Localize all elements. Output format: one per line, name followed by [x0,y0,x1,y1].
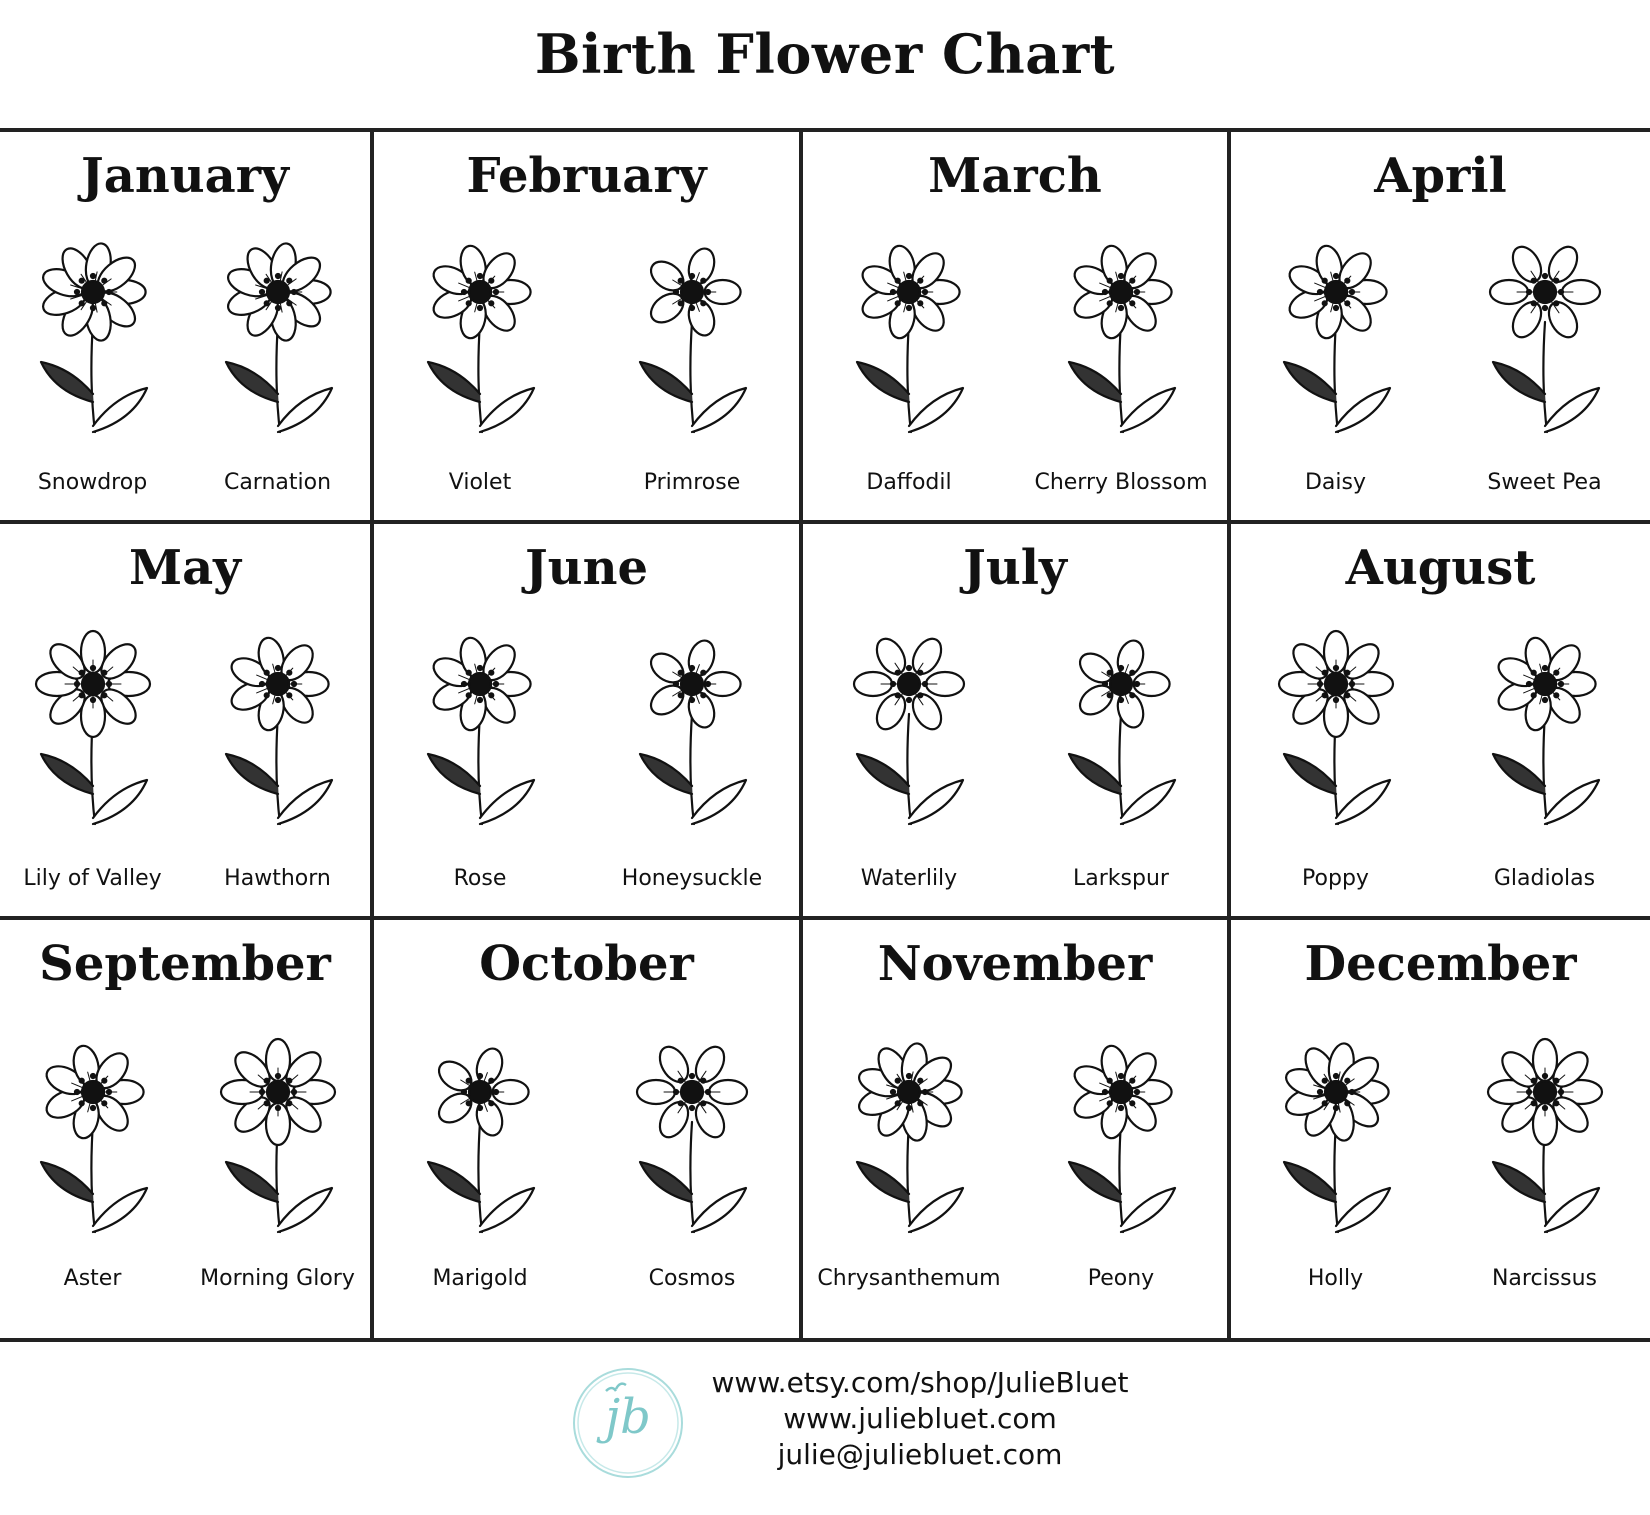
month-cell-january [0,128,370,520]
flower-label: Peony [1087,1266,1155,1291]
flower-label: Larkspur [1073,866,1169,891]
month-title: April [1374,148,1507,204]
page-title: Birth Flower Chart [534,22,1116,86]
daisy-icon [1256,202,1416,442]
cherry-blossom-icon [1041,202,1201,442]
cosmos-icon [612,1002,772,1242]
flower-label: Violet [448,470,512,495]
flower-label: Narcissus [1491,1266,1598,1291]
month-cell-august [1231,520,1650,916]
month-cell-june [374,520,799,916]
month-title: July [963,540,1067,596]
month-title: June [524,540,649,596]
month-cell-july [803,520,1227,916]
month-cell-september [0,916,370,1338]
poppy-icon [1256,594,1416,834]
flower-label: Daisy [1304,470,1366,495]
month-title: October [479,936,694,992]
flower-label: Sweet Pea [1487,470,1602,495]
holly-icon [1256,1002,1416,1242]
month-title: December [1304,936,1577,992]
flower-label: Hawthorn [224,866,331,891]
daffodil-icon [829,202,989,442]
month-title: September [39,936,331,992]
waterlily-icon [829,594,989,834]
month-title: March [928,148,1102,204]
gladiolas-icon [1465,594,1625,834]
month-cell-march [803,128,1227,520]
flower-label: Rose [453,866,507,891]
month-cell-december [1231,916,1650,1338]
footer [0,1355,1650,1505]
sweet-pea-icon [1465,202,1625,442]
month-title: February [466,148,707,204]
month-title: November [877,936,1153,992]
flower-label: Cosmos [648,1266,736,1291]
snowdrop-icon [13,202,173,442]
grid-line [0,1338,1650,1342]
flower-label: Daffodil [866,470,952,495]
hawthorn-icon [198,594,358,834]
flower-label: Gladiolas [1493,866,1596,891]
month-title: May [128,540,242,596]
flower-label: Holly [1307,1266,1364,1291]
flower-label: Aster [63,1266,122,1291]
flower-label: Lily of Valley [23,866,162,891]
rose-icon [400,594,560,834]
carnation-icon [198,202,358,442]
lily-of-valley-icon [13,594,173,834]
aster-icon [13,1002,173,1242]
month-title: January [81,148,289,204]
month-title: August [1345,540,1536,596]
flower-label: Poppy [1302,866,1369,891]
flower-label: Honeysuckle [621,866,763,891]
primrose-icon [612,202,772,442]
month-cell-february [374,128,799,520]
etsy-link[interactable]: www.etsy.com/shop/JulieBluet [711,1366,1129,1399]
month-cell-may [0,520,370,916]
flower-label: Marigold [432,1266,528,1291]
morning-glory-icon [198,1002,358,1242]
month-cell-november [803,916,1227,1338]
larkspur-icon [1041,594,1201,834]
marigold-icon [400,1002,560,1242]
flower-label: Primrose [643,470,741,495]
julie-bluet-logo [566,1361,690,1485]
peony-icon [1041,1002,1201,1242]
logo-text: jb [605,1389,651,1445]
flower-label: Snowdrop [37,470,148,495]
violet-icon [400,202,560,442]
flower-label: Carnation [223,470,332,495]
flower-label: Chrysanthemum [817,1266,1001,1291]
honeysuckle-icon [612,594,772,834]
month-cell-october [374,916,799,1338]
month-cell-april [1231,128,1650,520]
narcissus-icon [1465,1002,1625,1242]
flower-label: Waterlily [860,866,958,891]
flower-label: Cherry Blossom [1034,470,1208,495]
chrysanthemum-icon [829,1002,989,1242]
website-link[interactable]: www.juliebluet.com [783,1402,1057,1435]
contact-links [700,1365,1140,1473]
flower-label: Morning Glory [200,1266,355,1291]
email-link[interactable]: julie@juliebluet.com [777,1438,1063,1471]
